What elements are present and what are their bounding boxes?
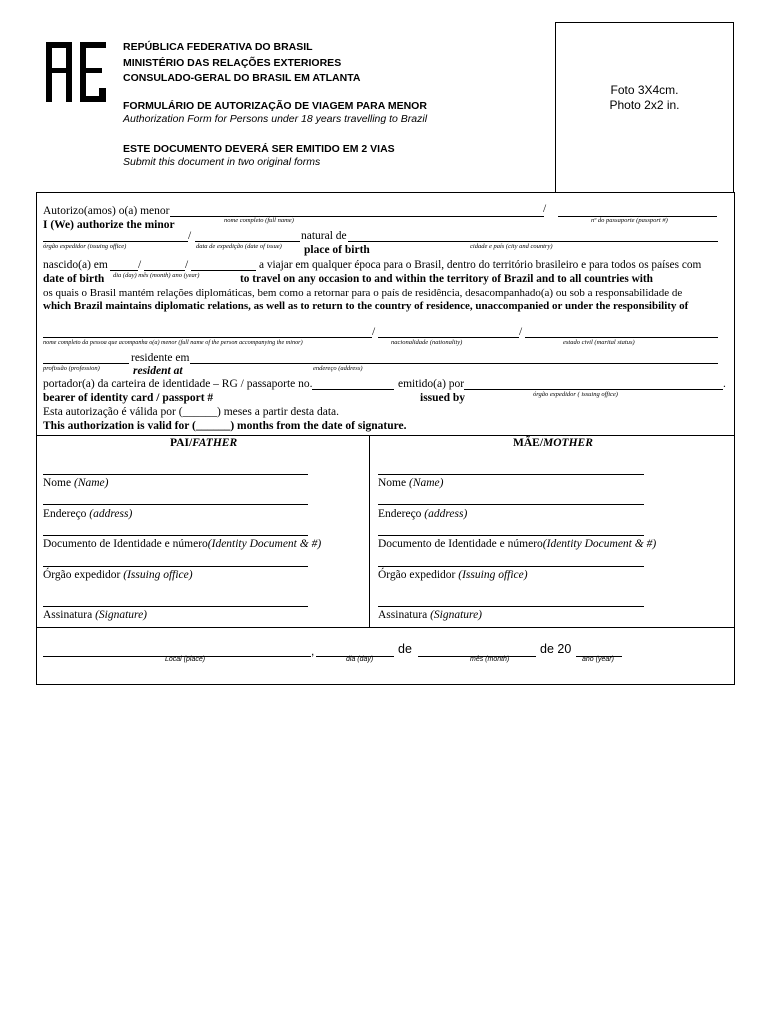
mother-signature-field[interactable] — [378, 606, 644, 607]
mother-office-field[interactable] — [378, 566, 644, 567]
form-title: FORMULÁRIO DE AUTORIZAÇÃO DE VIAGEM PARA MENOR — [123, 100, 427, 112]
mother-office-label: Órgão expedidor (Issuing office) — [378, 569, 528, 581]
issued-by-label-en: issued by — [420, 392, 466, 404]
father-document-field[interactable] — [43, 535, 308, 536]
father-name-label: Nome (Name) — [43, 477, 109, 489]
photo-box[interactable] — [555, 22, 734, 193]
header-country: REPÚBLICA FEDERATIVA DO BRASIL — [123, 41, 313, 53]
consulate-logo — [44, 38, 110, 104]
notice: ESTE DOCUMENTO DEVERÁ SER EMITIDO EM 2 VIAS — [123, 143, 395, 155]
mother-document-field[interactable] — [378, 535, 644, 536]
natural-de-label: natural de — [301, 230, 347, 242]
mother-document-label: Documento de Identidade e número(Identity Document & #) — [378, 538, 657, 550]
footer-de-2: de 20 — [540, 642, 572, 656]
mother-name-label: Nome (Name) — [378, 477, 444, 489]
birthplace-field[interactable] — [348, 241, 718, 242]
year-hint: ano (year) — [582, 656, 614, 663]
photo-size-en: Photo 2x2 in. — [609, 98, 680, 112]
companion-marital-field[interactable] — [525, 337, 718, 338]
mother-address-field[interactable] — [378, 504, 644, 505]
place-hint: Local (place) — [165, 656, 206, 663]
companion-name-field[interactable] — [43, 337, 372, 338]
birth-month-field[interactable] — [144, 270, 185, 271]
photo-size-pt: Foto 3X4cm. — [610, 83, 679, 97]
resident-label: residente em — [131, 352, 190, 364]
marital-hint: estado civil (marital status) — [563, 339, 635, 346]
bearer-label: portador(a) da carteira de identidade – RG / passaporte no. — [43, 378, 313, 390]
relations-text-pt: os quais o Brasil mantém relações diplomáticas, bem como a retornar para o país de residência, desacompanhado(a) ou sob a responsabilidade de — [43, 287, 683, 299]
companion-nationality-field[interactable] — [378, 337, 519, 338]
relations-text-en: which Brazil maintains diplomatic relations, as well as to return to the country of residence, unaccompanied or under the responsibility of — [43, 300, 689, 312]
father-heading: PAI/FATHER — [170, 437, 238, 449]
logo-ae-icon — [44, 38, 110, 104]
header-ministry: MINISTÉRIO DAS RELAÇÕES EXTERIORES — [123, 56, 342, 69]
mother-heading: MÃE/MOTHER — [513, 437, 593, 449]
issuing-authority-field[interactable] — [464, 389, 723, 390]
city-country-hint: cidade e país (city and country) — [470, 243, 553, 250]
bearer-label-en: bearer of identity card / passport # — [43, 392, 214, 404]
notice-english: Submit this document in two original forms — [123, 156, 321, 168]
travel-text-pt: a viajar em qualquer época para o Brasil, dentro do território brasileiro e para todos os países com — [259, 259, 702, 271]
mother-name-field[interactable] — [378, 474, 644, 475]
mother-signature-label: Assinatura (Signature) — [378, 609, 483, 621]
father-address-field[interactable] — [43, 504, 308, 505]
birth-day-field[interactable] — [110, 270, 138, 271]
form-subtitle: Authorization Form for Persons under 18 years travelling to Brazil — [123, 113, 428, 125]
father-office-label: Órgão expedidor (Issuing office) — [43, 569, 193, 581]
day-month-year-hint: dia (day) mês (month) ano (year) — [113, 272, 200, 279]
father-name-field[interactable] — [43, 474, 308, 475]
place-of-birth-label: place of birth — [304, 244, 370, 256]
footer-comma: , — [311, 644, 315, 658]
resident-address-field[interactable] — [190, 363, 718, 364]
day-hint: dia (day) — [346, 656, 374, 663]
validity-text-pt: Esta autorização é válida por (______) meses a partir desta data. — [43, 406, 340, 418]
validity-text-en: This authorization is valid for (______) months from the date of signature. — [43, 420, 407, 432]
issuing-office-hint: órgão expedidor (issuing office) — [43, 243, 127, 250]
footer-de-1: de — [398, 642, 412, 656]
father-office-field[interactable] — [43, 566, 308, 567]
passport-hint: nº do passaporte (passport #) — [591, 217, 668, 224]
father-signature-label: Assinatura (Signature) — [43, 609, 148, 621]
profession-hint: profissão (profession) — [43, 365, 100, 372]
profession-field[interactable] — [43, 363, 129, 364]
full-name-hint: nome completo (full name) — [224, 217, 294, 224]
issuing-office-field[interactable] — [43, 241, 188, 242]
father-signature-field[interactable] — [43, 606, 308, 607]
birth-year-field[interactable] — [191, 270, 256, 271]
date-issue-hint: data de expedição (date of issue) — [196, 243, 282, 250]
mother-address-label: Endereço (address) — [378, 508, 468, 520]
issued-by-label: emitido(a) por — [398, 378, 465, 390]
document-number-field[interactable] — [312, 389, 394, 390]
resident-label-en: resident at — [133, 365, 183, 377]
nationality-hint: nacionalidade (nationality) — [391, 339, 463, 346]
authorize-label-en: I (We) authorize the minor — [43, 219, 175, 231]
header-consulate: CONSULADO-GERAL DO BRASIL EM ATLANTA — [123, 72, 361, 84]
born-on-label: nascido(a) em — [43, 259, 108, 271]
authorize-label: Autorizo(amos) o(a) menor — [43, 205, 170, 217]
father-document-label: Documento de Identidade e número(Identity Document & #) — [43, 538, 322, 550]
month-hint: mês (month) — [470, 656, 510, 663]
father-address-label: Endereço (address) — [43, 508, 133, 520]
issuing-office-hint-2: órgão expedidor ( issuing office) — [533, 391, 618, 398]
date-of-birth-label: date of birth — [43, 273, 105, 285]
address-hint: endereço (address) — [313, 365, 363, 372]
travel-text-en: to travel on any occasion to and within the territory of Brazil and to all countries with — [240, 273, 653, 285]
companion-hint: nome completo da pessoa que acompanha o(a) menor (full name of the person accompanying the minor) — [43, 339, 303, 346]
date-issue-field[interactable] — [195, 241, 300, 242]
